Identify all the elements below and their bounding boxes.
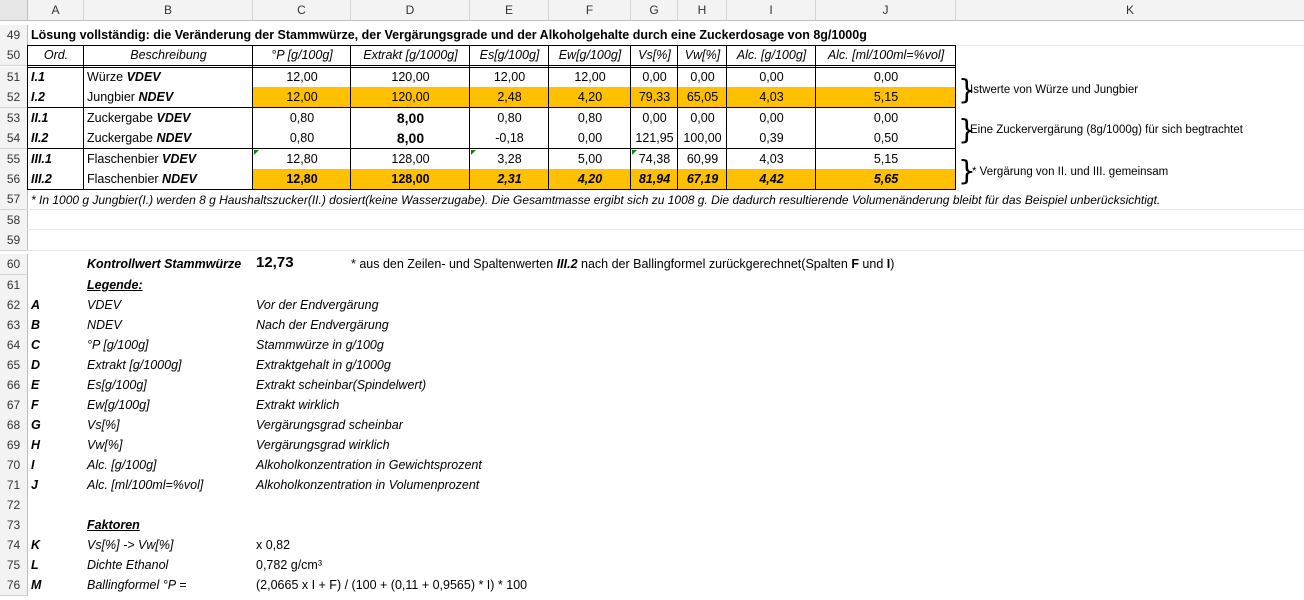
table-border: [27, 45, 28, 189]
legend-text[interactable]: Nach der Endvergärung: [256, 318, 389, 332]
table-border: [955, 45, 956, 189]
row-header[interactable]: 67: [0, 395, 28, 416]
cell-value[interactable]: 128,00: [391, 152, 430, 166]
legend-key[interactable]: D: [31, 358, 41, 372]
row-header[interactable]: 52: [0, 87, 28, 108]
table-border: [252, 45, 253, 189]
table-border: [27, 107, 956, 108]
cell-value[interactable]: 12,80: [286, 172, 318, 186]
row-header[interactable]: 58: [0, 210, 28, 231]
legend-abbr[interactable]: Vw[%]: [87, 438, 123, 452]
cell-value[interactable]: 4,20: [577, 90, 603, 104]
legend-text[interactable]: Vergärungsgrad wirklich: [256, 438, 390, 452]
cell-value[interactable]: 100,00: [683, 131, 722, 145]
cell-value[interactable]: 12,00: [286, 70, 318, 84]
kontroll-note[interactable]: [348, 254, 897, 274]
faktor-abbr[interactable]: Vs[%] -> Vw[%]: [87, 538, 174, 552]
cell-beschreibung[interactable]: [84, 67, 253, 87]
desc-text: Würze: [87, 70, 127, 84]
row-header[interactable]: 68: [0, 415, 28, 436]
kontroll-note-text: ): [890, 257, 895, 271]
table-border: [548, 45, 549, 189]
row-header[interactable]: 57: [0, 189, 28, 210]
desc-text: Jungbier: [87, 90, 139, 104]
legend-text[interactable]: Extraktgehalt in g/1000g: [256, 358, 391, 372]
brace: }: [958, 154, 976, 187]
gridline: [27, 229, 1304, 230]
kontroll-note-col: F: [851, 257, 859, 271]
cell-beschreibung[interactable]: [84, 169, 253, 189]
cell-value[interactable]: 0,00: [759, 70, 784, 84]
row-header[interactable]: 70: [0, 455, 28, 476]
row-header[interactable]: 71: [0, 475, 28, 496]
cell-value[interactable]: 121,95: [635, 131, 674, 145]
cell-value[interactable]: 0,00: [690, 111, 715, 125]
legend-abbr[interactable]: VDEV: [87, 298, 122, 312]
kontroll-note-text: und: [858, 257, 887, 271]
header-extrakt[interactable]: Extrakt [g/1000g]: [363, 48, 458, 62]
row-header[interactable]: 72: [0, 495, 28, 516]
cell-ord[interactable]: I.1: [31, 70, 45, 84]
desc-phase: NDEV: [156, 131, 192, 145]
comment-indicator[interactable]: [254, 150, 259, 155]
legend-abbr[interactable]: °P [g/100g]: [87, 338, 149, 352]
row-header[interactable]: 65: [0, 355, 28, 376]
cell-value[interactable]: 0,00: [690, 70, 715, 84]
brace: }: [958, 73, 976, 106]
footnote[interactable]: * In 1000 g Jungbier(I.) werden 8 g Haushaltszucker(II.) dosiert(keine Wasserzugabe). Die Gesamtmasse ergibt sich zu 1008 g. Die dadurch resultierende Volumenänderung bleibt für das Beispiel unberücksichtigt.: [31, 193, 1161, 207]
kontroll-note-text: * aus den Zeilen- und Spaltenwerten: [351, 257, 557, 271]
sheet-title[interactable]: Lösung vollständig: die Veränderung der Stammwürze, der Vergärungsgrade und der Alkoholgehalte durch eine Zuckerdosage von 8g/1000g: [31, 28, 867, 42]
kontroll-value[interactable]: 12,73: [256, 254, 294, 271]
row-header[interactable]: 59: [0, 230, 28, 251]
row-header[interactable]: 69: [0, 435, 28, 456]
cell-value[interactable]: 5,15: [873, 152, 899, 166]
table-border: [677, 45, 678, 189]
legend-abbr[interactable]: Vs[%]: [87, 418, 120, 432]
legend-key[interactable]: J: [31, 478, 38, 492]
cell-value[interactable]: 3,28: [497, 152, 522, 166]
brace: }: [958, 113, 976, 146]
table-border: [469, 45, 470, 189]
cell-value[interactable]: 0,00: [577, 131, 603, 145]
row-header[interactable]: 63: [0, 315, 28, 336]
row-header[interactable]: 73: [0, 515, 28, 536]
legend-text[interactable]: Extrakt wirklich: [256, 398, 340, 412]
legend-text[interactable]: Alkoholkonzentration in Gewichtsprozent: [256, 458, 482, 472]
desc-phase: NDEV: [162, 172, 197, 186]
cell-ord[interactable]: III.2: [31, 172, 52, 186]
cell-value[interactable]: 12,00: [286, 90, 318, 104]
cell-value[interactable]: 0,80: [577, 111, 603, 125]
row-header[interactable]: 55: [0, 149, 28, 170]
legend-key[interactable]: G: [31, 418, 41, 432]
desc-text: Zuckergabe: [87, 111, 157, 125]
cell-value[interactable]: 79,33: [638, 90, 671, 104]
cell-value[interactable]: 12,00: [574, 70, 606, 84]
legend-text[interactable]: Extrakt scheinbar(Spindelwert): [256, 378, 427, 392]
note-istwerte[interactable]: Istwerte von Würze und Jungbier: [970, 84, 1139, 96]
cell-value[interactable]: 4,03: [759, 90, 784, 104]
legend-abbr[interactable]: Alc. [g/100g]: [87, 458, 157, 472]
note-gemeinsam[interactable]: * Vergärung von II. und III. gemeinsam: [972, 166, 1169, 178]
cell-value[interactable]: 5,00: [577, 152, 603, 166]
legend-abbr[interactable]: Extrakt [g/1000g]: [87, 358, 182, 372]
note-zuckervergaerung[interactable]: Eine Zuckervergärung (8g/1000g) für sich begtrachtet: [970, 124, 1243, 136]
cell-value[interactable]: 81,94: [638, 172, 671, 186]
table-border: [83, 45, 84, 189]
column-header-j[interactable]: J: [816, 0, 956, 21]
gridline: [27, 250, 1304, 251]
header-es[interactable]: Es[g/100g]: [479, 48, 540, 62]
row-header[interactable]: 54: [0, 128, 28, 149]
header-ord[interactable]: Ord.: [43, 48, 69, 62]
table-border: [726, 45, 727, 189]
column-header-k[interactable]: K: [956, 0, 1304, 21]
table-border: [27, 65, 956, 66]
header-p[interactable]: °P [g/100g]: [271, 48, 333, 62]
row-header[interactable]: 60: [0, 254, 28, 275]
cell-value[interactable]: -0,18: [495, 131, 524, 145]
cell-value[interactable]: 0,00: [642, 111, 667, 125]
legend-key[interactable]: F: [31, 398, 39, 412]
cell-value[interactable]: 12,00: [493, 70, 526, 84]
kontroll-note-text: nach der Ballingformel zurückgerechnet(Spalten: [577, 257, 852, 271]
cell-value[interactable]: 0,50: [873, 131, 899, 145]
header-vw[interactable]: Vw[%]: [684, 48, 721, 62]
cell-value[interactable]: 0,00: [873, 70, 899, 84]
table-border: [815, 45, 816, 189]
cell-value[interactable]: 0,00: [873, 111, 899, 125]
legend-text[interactable]: Stammwürze in g/100g: [256, 338, 384, 352]
kontroll-note-col: I: [886, 257, 891, 271]
cell-ord[interactable]: III.1: [31, 152, 52, 166]
row-header[interactable]: 64: [0, 335, 28, 356]
legend-key[interactable]: H: [31, 438, 41, 452]
column-header-a[interactable]: A: [28, 0, 84, 21]
legend-key[interactable]: B: [31, 318, 41, 332]
cell-value[interactable]: 65,05: [686, 90, 719, 104]
desc-text: Flaschenbier: [87, 152, 163, 166]
row-header[interactable]: 61: [0, 275, 28, 296]
desc-phase: VDEV: [162, 152, 197, 166]
faktor-text[interactable]: (2,0665 x I + F) / (100 + (0,11 + 0,9565) * I) * 100: [256, 578, 528, 592]
faktor-text[interactable]: x 0,82: [256, 538, 291, 552]
cell-value[interactable]: 0,80: [497, 111, 522, 125]
cell-value[interactable]: 0,80: [289, 131, 315, 145]
desc-phase: NDEV: [138, 90, 174, 104]
desc-phase: VDEV: [156, 111, 191, 125]
desc-phase: VDEV: [126, 70, 161, 84]
cell-value[interactable]: 128,00: [391, 172, 430, 186]
cell-beschreibung[interactable]: [84, 128, 253, 148]
legend-text[interactable]: Alkoholkonzentration in Volumenprozent: [256, 478, 480, 492]
table-border: [630, 45, 631, 189]
column-header-d[interactable]: D: [351, 0, 470, 21]
cell-value[interactable]: 5,15: [873, 90, 899, 104]
comment-indicator[interactable]: [471, 150, 476, 155]
cell-ord[interactable]: II.1: [31, 111, 49, 125]
kontroll-label[interactable]: Kontrollwert Stammwürze: [87, 257, 242, 271]
cell-value[interactable]: 4,20: [577, 172, 603, 186]
row-header[interactable]: 56: [0, 169, 28, 190]
row-header[interactable]: 49: [0, 25, 28, 46]
faktor-text[interactable]: 0,782 g/cm³: [256, 558, 323, 572]
row-header[interactable]: 76: [0, 575, 28, 596]
cell-value[interactable]: 120,00: [391, 70, 430, 84]
faktoren-title[interactable]: Faktoren: [87, 518, 140, 532]
desc-text: Flaschenbier: [87, 172, 163, 186]
table-border: [350, 45, 351, 189]
column-header-i[interactable]: I: [727, 0, 816, 21]
column-header-c[interactable]: C: [253, 0, 351, 21]
cell-value[interactable]: 60,99: [686, 152, 719, 166]
faktor-abbr[interactable]: Ballingformel °P =: [87, 578, 187, 592]
cell-beschreibung[interactable]: [84, 87, 253, 107]
column-header-e[interactable]: E: [470, 0, 549, 21]
cell-beschreibung[interactable]: [84, 108, 253, 128]
cell-value[interactable]: 74,38: [638, 152, 671, 166]
cell-value[interactable]: 2,48: [497, 90, 522, 104]
select-all-corner[interactable]: [0, 0, 28, 21]
row-header[interactable]: 75: [0, 555, 28, 576]
faktor-key[interactable]: L: [31, 558, 39, 572]
cell-ord[interactable]: I.2: [31, 90, 45, 104]
cell-value[interactable]: 2,31: [497, 172, 522, 186]
cell-beschreibung[interactable]: [84, 149, 253, 169]
table-border: [27, 67, 956, 68]
cell-value[interactable]: 4,03: [759, 152, 784, 166]
row-header[interactable]: 74: [0, 535, 28, 556]
cell-value[interactable]: 0,80: [289, 111, 315, 125]
cell-value[interactable]: 0,39: [759, 131, 784, 145]
legend-abbr[interactable]: Alc. [ml/100ml=%vol]: [87, 478, 204, 492]
header-vs[interactable]: Vs[%]: [638, 48, 671, 62]
table-border: [27, 148, 956, 149]
header-beschreibung[interactable]: Beschreibung: [130, 48, 207, 62]
header-alc-g[interactable]: Alc. [g/100g]: [736, 48, 807, 62]
faktor-key[interactable]: K: [31, 538, 41, 552]
cell-value[interactable]: 12,80: [286, 152, 318, 166]
legend-text[interactable]: Vor der Endvergärung: [256, 298, 379, 312]
column-header-f[interactable]: F: [549, 0, 631, 21]
legend-key[interactable]: C: [31, 338, 41, 352]
cell-value[interactable]: 0,00: [759, 111, 784, 125]
column-header-g[interactable]: G: [631, 0, 678, 21]
row-header[interactable]: 53: [0, 108, 28, 129]
legend-abbr[interactable]: Es[g/100g]: [87, 378, 147, 392]
column-header-h[interactable]: H: [678, 0, 727, 21]
kontroll-note-ref: III.2: [556, 257, 578, 271]
cell-value[interactable]: 0,00: [642, 70, 667, 84]
cell-value[interactable]: 4,42: [759, 172, 784, 186]
header-ew[interactable]: Ew[g/100g]: [558, 48, 622, 62]
cell-value[interactable]: 5,65: [873, 172, 899, 186]
legend-key[interactable]: A: [31, 298, 41, 312]
cell-value[interactable]: 120,00: [391, 90, 430, 104]
cell-value[interactable]: 67,19: [686, 172, 719, 186]
legende-title[interactable]: Legende:: [87, 278, 143, 292]
column-header-b[interactable]: B: [84, 0, 253, 21]
header-alc-ml[interactable]: Alc. [ml/100ml=%vol]: [827, 48, 945, 62]
legend-abbr[interactable]: Ew[g/100g]: [87, 398, 150, 412]
table-border: [27, 45, 956, 46]
comment-indicator[interactable]: [632, 150, 637, 155]
row-header[interactable]: 51: [0, 67, 28, 88]
row-header[interactable]: 66: [0, 375, 28, 396]
desc-text: Zuckergabe: [87, 131, 157, 145]
row-header[interactable]: 62: [0, 295, 28, 316]
faktor-abbr[interactable]: Dichte Ethanol: [87, 558, 169, 572]
legend-key[interactable]: E: [31, 378, 40, 392]
legend-text[interactable]: Vergärungsgrad scheinbar: [256, 418, 403, 432]
legend-key[interactable]: I: [31, 458, 35, 472]
cell-ord[interactable]: II.2: [31, 131, 49, 145]
legend-abbr[interactable]: NDEV: [87, 318, 122, 332]
row-header[interactable]: 50: [0, 45, 28, 66]
cell-value[interactable]: 8,00: [396, 130, 425, 146]
cell-value[interactable]: 8,00: [396, 110, 425, 126]
faktor-key[interactable]: M: [31, 578, 42, 592]
